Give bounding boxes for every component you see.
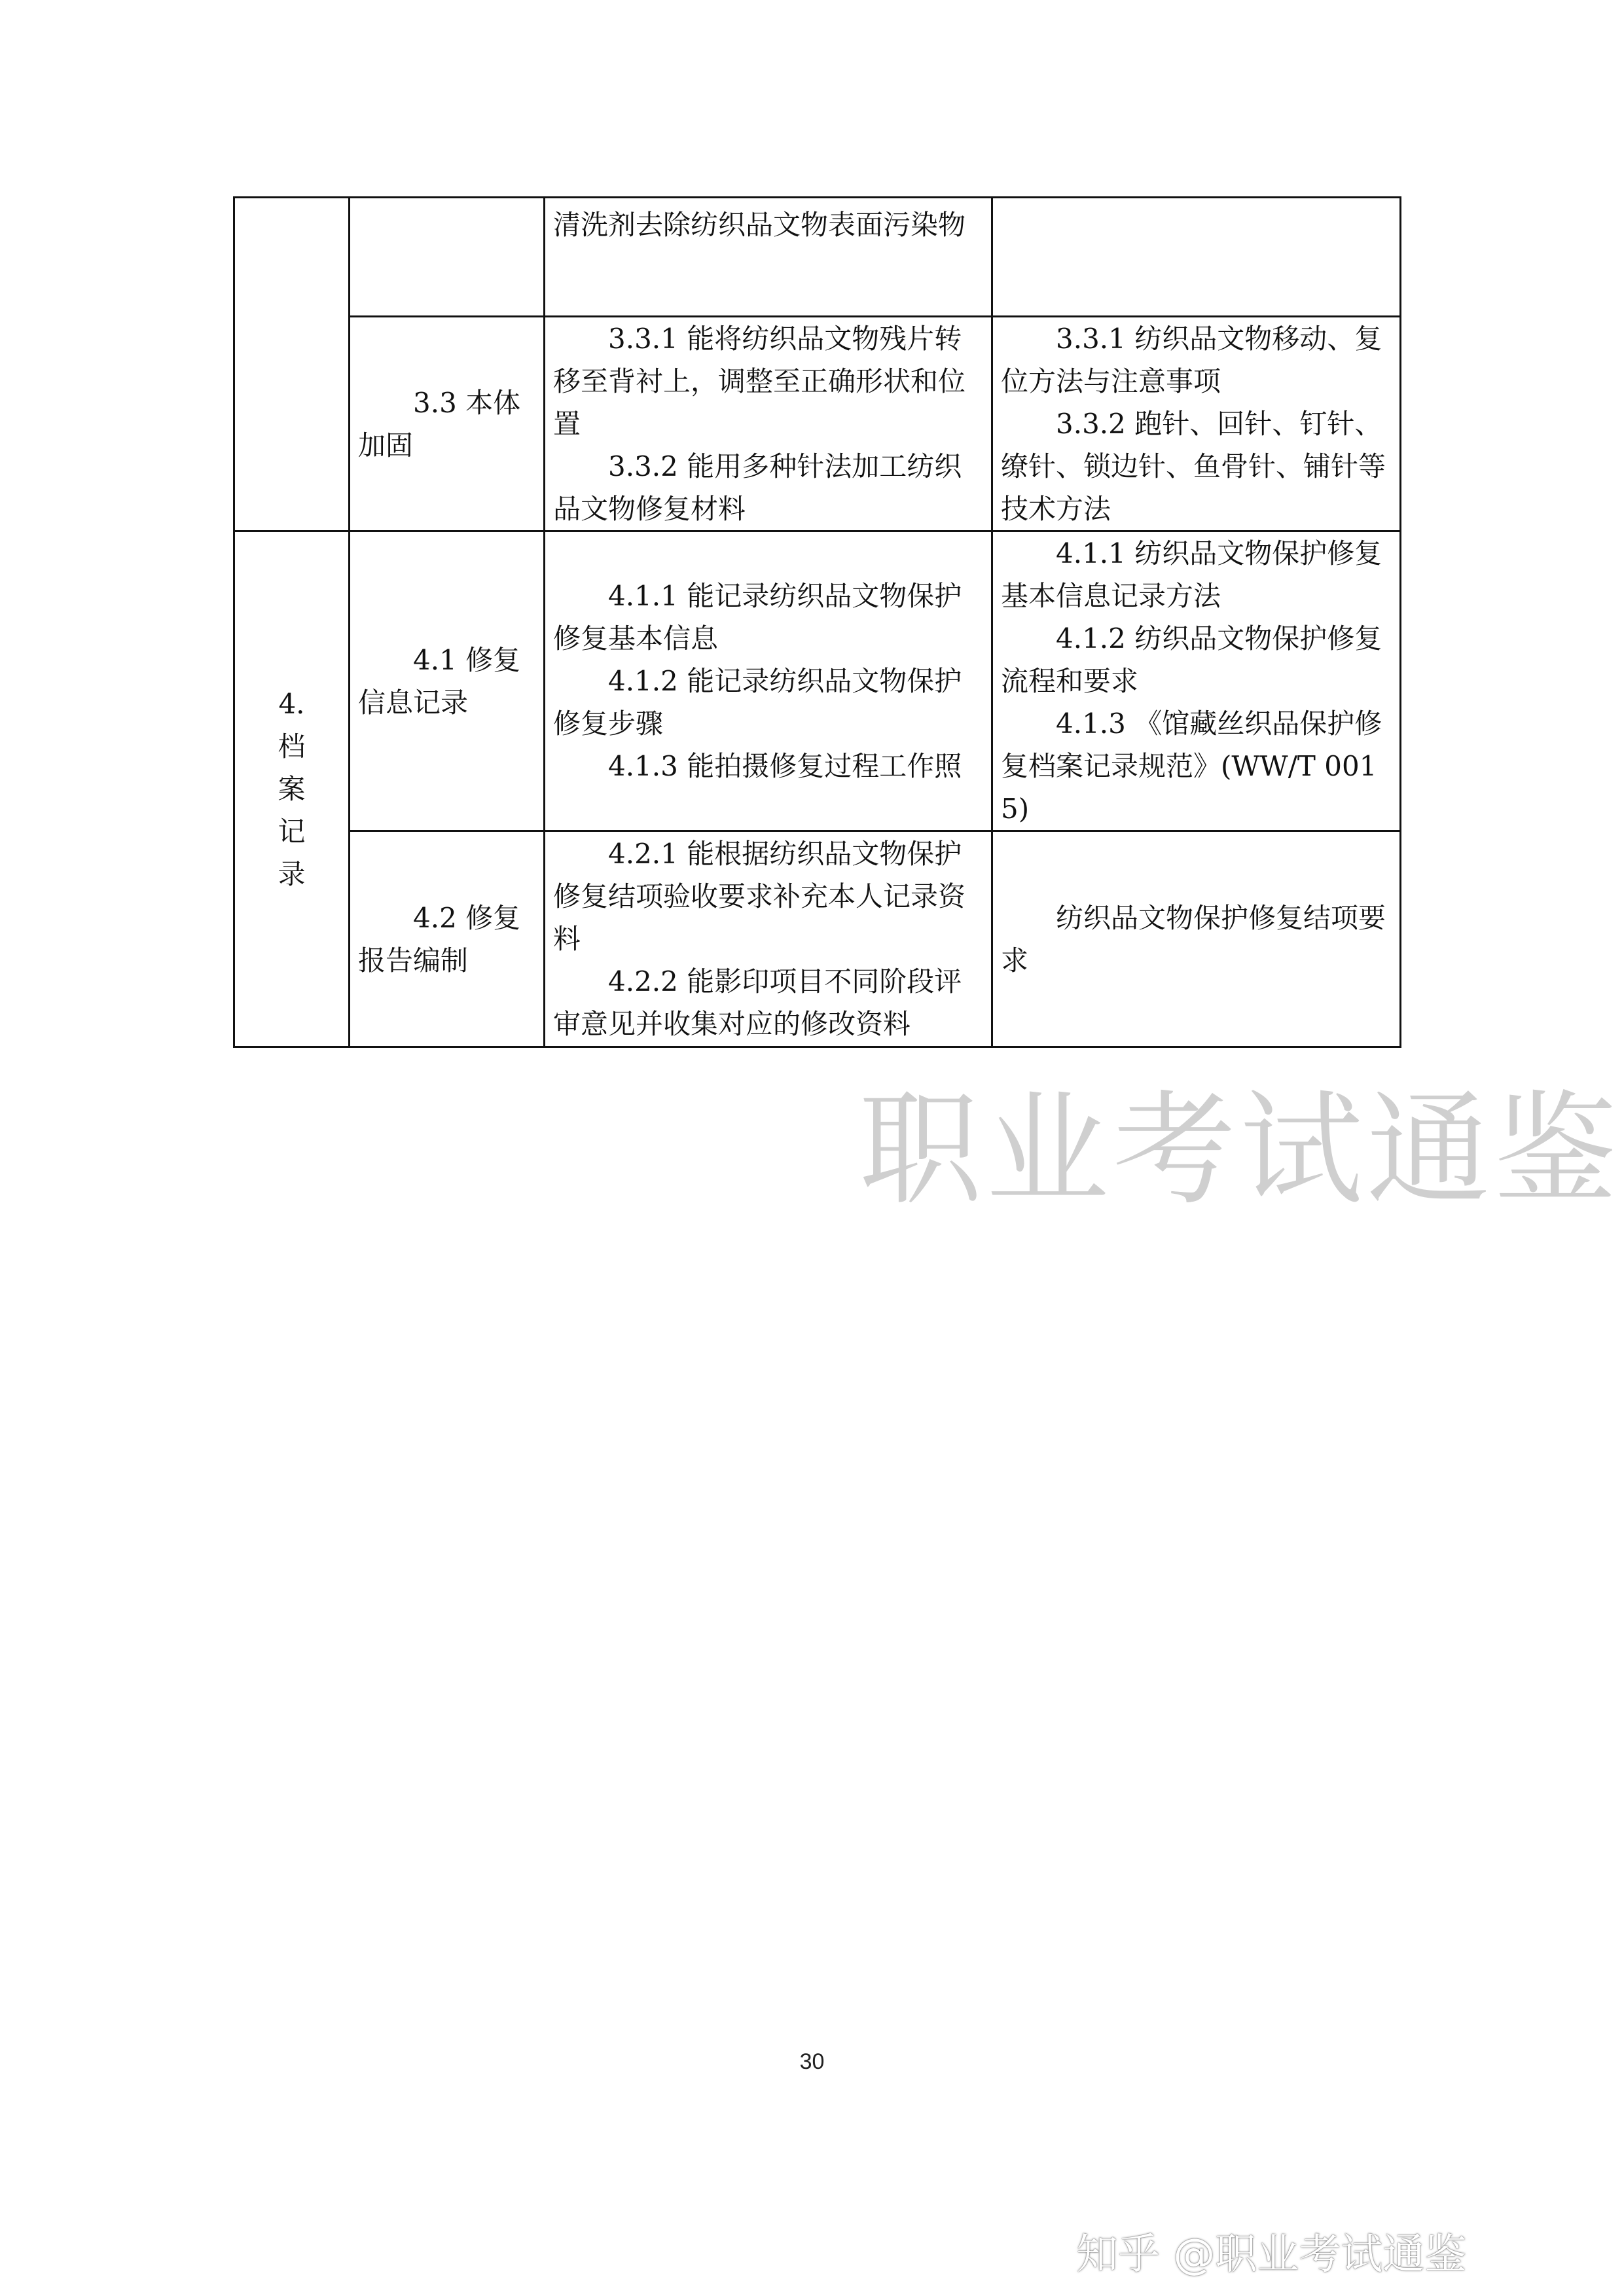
unit-label: 3.3 本体加固 (358, 386, 521, 461)
skill-text: 清洗剂去除纺织品文物表面污染物 (553, 209, 966, 241)
skill-cell (545, 198, 992, 317)
skill-item: 4.1.1 能记录纺织品文物保护修复基本信息 (553, 580, 962, 655)
section-label-char: 录 (278, 858, 306, 890)
skill-item: 4.2.2 能影印项目不同阶段评审意见并收集对应的修改资料 (553, 965, 962, 1040)
knowledge-item: 3.3.1 纺织品文物移动、复位方法与注意事项 (1001, 323, 1382, 397)
watermark: 职业考试通鉴 (859, 1079, 1621, 1222)
skill-item: 4.1.3 能拍摄修复过程工作照 (608, 750, 962, 782)
unit-cell (350, 831, 545, 1047)
knowledge-item: 4.1.2 纺织品文物保护修复流程和要求 (1001, 622, 1382, 697)
table-row-4-1 (234, 531, 1401, 831)
knowledge-item: 4.1.3 《馆藏丝织品保护修复档案记录规范》(WW/T 0015) (1001, 708, 1382, 825)
table-row-3-3 (234, 317, 1401, 531)
section-label-char: 案 (278, 773, 306, 805)
unit-cell (350, 317, 545, 531)
table-row-3-2-continued (234, 198, 1401, 317)
unit-cell-empty (350, 198, 545, 317)
skill-item: 3.3.2 能用多种针法加工纺织品文物修复材料 (553, 450, 962, 525)
section-3-cell (234, 198, 350, 531)
unit-cell (350, 531, 545, 831)
knowledge-cell (992, 531, 1401, 831)
knowledge-cell (992, 317, 1401, 531)
skill-item: 4.2.1 能根据纺织品文物保护修复结项验收要求补充本人记录资料 (553, 838, 966, 955)
unit-label: 4.2 修复报告编制 (358, 901, 521, 977)
knowledge-cell (992, 831, 1401, 1047)
section-label-char: 4. (278, 688, 305, 720)
section-4-label-cell (234, 531, 350, 1047)
knowledge-cell (992, 198, 1401, 317)
unit-label: 4.1 修复信息记录 (358, 643, 521, 719)
skill-item: 4.1.2 能记录纺织品文物保护修复步骤 (553, 665, 962, 740)
skill-cell (545, 831, 992, 1047)
skill-item: 3.3.1 能将纺织品文物残片转移至背衬上，调整至正确形状和位置 (553, 323, 966, 440)
page-number: 30 (799, 2049, 825, 2074)
table-row-4-2 (234, 831, 1401, 1047)
section-label-char: 档 (278, 730, 306, 762)
skill-cell (545, 317, 992, 531)
section-label-char: 记 (278, 816, 306, 848)
skill-cell (545, 531, 992, 831)
knowledge-item: 4.1.1 纺织品文物保护修复基本信息记录方法 (1001, 537, 1382, 612)
knowledge-item: 纺织品文物保护修复结项要求 (1001, 901, 1386, 977)
footer-watermark: 知乎 @职业考试通鉴 (1076, 2231, 1467, 2279)
standards-table (233, 196, 1401, 1048)
knowledge-item: 3.3.2 跑针、回针、钉针、缭针、锁边针、鱼骨针、铺针等技术方法 (1001, 408, 1386, 525)
